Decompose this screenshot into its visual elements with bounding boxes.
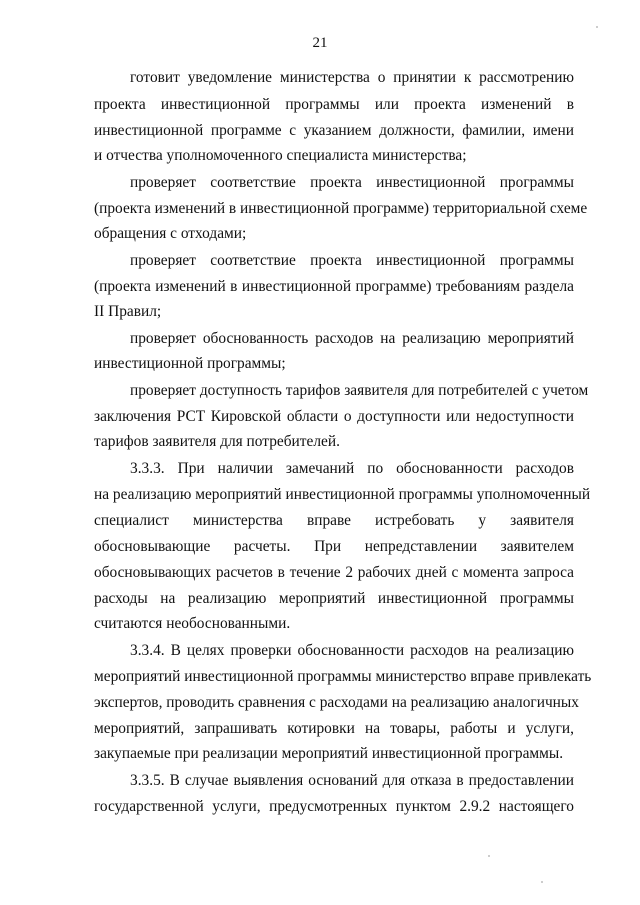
text-line: и отчества уполномоченного специалиста министерства;: [94, 147, 467, 164]
text-line: заключения РСТ Кировской области о доступности или недоступности: [94, 408, 574, 425]
text-line: 3.3.5. В случае выявления оснований для отказа в предоставлении: [130, 772, 574, 789]
text-line: специалист министерства вправе истребовать у заявителя: [94, 512, 574, 529]
text-line: (проекта изменений в инвестиционной программе) требованиям раздела: [94, 278, 574, 295]
text-line: 3.3.3. При наличии замечаний по обоснованности расходов: [130, 460, 574, 477]
text-line: обосновывающие расчеты. При непредставлении заявителем: [94, 538, 574, 555]
text-line: проверяет соответствие проекта инвестиционной программы: [130, 174, 574, 191]
text-line: на реализацию мероприятий инвестиционной программы уполномоченный: [94, 486, 591, 503]
text-line: инвестиционной программе с указанием должности, фамилии, имени: [94, 122, 574, 139]
text-line: мероприятий, запрашивать котировки на товары, работы и услуги,: [94, 720, 574, 737]
page-number: 21: [312, 35, 328, 51]
text-line: инвестиционной программы;: [94, 355, 286, 372]
text-line: закупаемые при реализации мероприятий инвестиционной программы.: [94, 745, 564, 762]
text-line: обращения с отходами;: [94, 225, 247, 242]
text-line: мероприятий инвестиционной программы министерство вправе привлекать: [94, 668, 592, 685]
text-line: готовит уведомление министерства о принятии к рассмотрению: [130, 69, 574, 86]
text-line: проверяет доступность тарифов заявителя для потребителей с учетом: [130, 382, 589, 399]
text-line: 3.3.4. В целях проверки обоснованности расходов на реализацию: [130, 642, 574, 659]
text-line: считаются необоснованными.: [94, 615, 291, 632]
scan-speck: [488, 855, 490, 857]
text-line: государственной услуги, предусмотренных пунктом 2.9.2 настоящего: [94, 798, 574, 815]
scan-speck: [596, 26, 598, 28]
text-line: обосновывающих расчетов в течение 2 рабочих дней с момента запроса: [94, 564, 574, 581]
text-line: II Правил;: [94, 303, 162, 320]
text-line: проекта инвестиционной программы или проекта изменений в: [94, 96, 574, 113]
scan-speck: [541, 881, 543, 883]
text-line: экспертов, проводить сравнения с расходами на реализацию аналогичных: [94, 694, 579, 711]
text-line: расходы на реализацию мероприятий инвестиционной программы: [94, 590, 574, 607]
text-line: (проекта изменений в инвестиционной программе) территориальной схеме: [94, 200, 588, 217]
text-line: проверяет обоснованность расходов на реализацию мероприятий: [130, 330, 574, 347]
text-line: тарифов заявителя для потребителей.: [94, 433, 340, 450]
text-line: проверяет соответствие проекта инвестиционной программы: [130, 252, 574, 269]
